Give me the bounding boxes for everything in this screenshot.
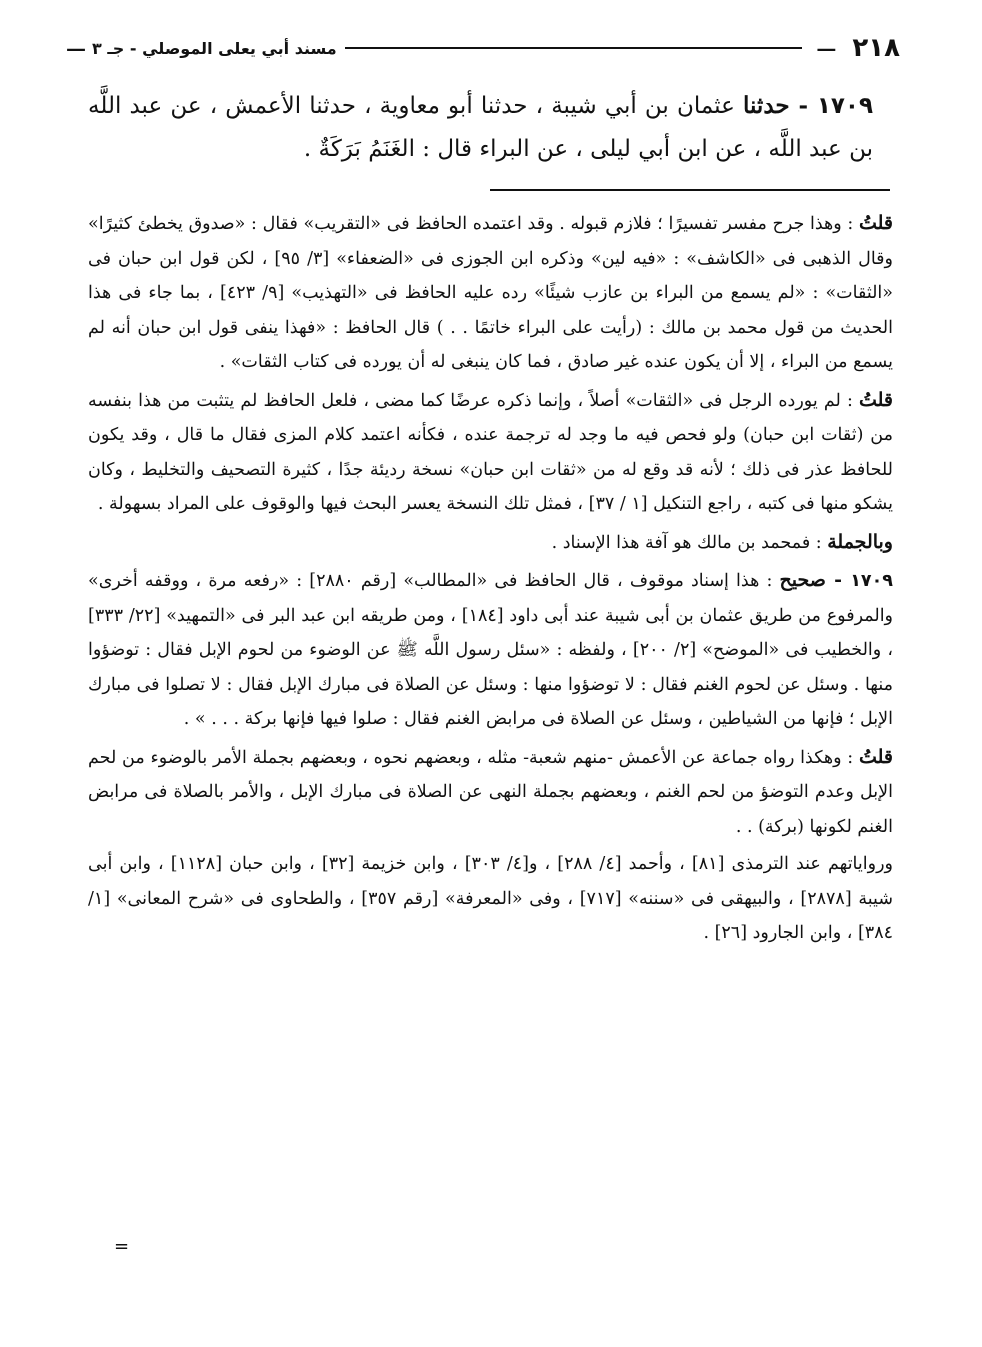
hadith-number: ١٧٠٩ <box>816 93 874 119</box>
header-rule <box>345 47 803 49</box>
footnote-paragraph <box>88 740 893 845</box>
running-title: مسند أبي يعلى الموصلي - جـ ٣ <box>92 38 337 58</box>
footnote-text: : وهذا جرح مفسر تفسيرًا ؛ فلازم قبوله . وقد اعتمده الحافظ فى «التقريب» فقال : «صدوق يخطئ كثيرًا» وقال الذهبى فى «الكاشف» : «فيه لين» وذكره ابن الجوزى فى «الضعفاء» [٣/ ٩٥] ، لكن قول ابن حبان فى «الثقات» : «لم يسمع من البراء بن عازب شيئًا» رده عليه الحافظ فى «التهذيب» [٩/ ٤٢٣] ، بما جاء فى هذا الحديث من قول محمد بن مالك : (رأيت على البراء خاتمًا . . ) قال الحافظ : «فهذا ينفى قول ابن حبان أنه لم يسمع من البراء ، إلا أن يكون عنده غير صادق ، فما كان ينبغى له أن يورده فى كتاب الثقات» . <box>88 214 893 372</box>
footnotes <box>88 206 893 954</box>
continuation-mark: = <box>114 1236 130 1257</box>
footnote-paragraph <box>88 206 893 380</box>
footnote-paragraph <box>88 563 893 737</box>
footnote-lead: قلتُ <box>858 212 893 234</box>
footnote-lead: - صحيح <box>779 569 851 591</box>
footnote-number: ١٧٠٩ <box>850 571 893 591</box>
footnote-paragraph <box>88 847 893 951</box>
hadith-lead: حدثنا <box>742 92 790 119</box>
footnote-lead: وبالجملة <box>827 530 893 553</box>
header-end-dash: — <box>66 36 86 60</box>
page-number: ٢١٨ <box>852 33 900 63</box>
hadith-sep: - <box>789 92 817 119</box>
footnote-text: : هذا إسناد موقوف ، قال الحافظ فى «المطالب» [رقم ٢٨٨٠] : «رفعه مرة ، ووقفه أخرى» والمرفوع من طريق عثمان بن أبى شيبة عند أبى داود [١٨٤] ، ومن طريقه ابن عبد البر فى «التمهيد» [٢٢/ ٣٣٣] ، والخطيب فى «الموضح» [٢/ ٢٠٠] ، ولفظه : «سئل رسول اللَّه ﷺ عن الوضوء من لحوم الإبل فقال : توضؤوا منها . وسئل عن لحوم الغنم فقال : لا توضؤوا منها : وسئل عن الصلاة فى مبارك الإبل فقال : لا تصلوا فى مبارك الإبل ؛ فإنها من الشياطين ، وسئل عن الصلاة فى مرابض الغنم فقال : صلوا فيها فإنها بركة . . . » . <box>88 571 894 729</box>
footnote-text: وروایاتهم عند الترمذى [٨١] ، وأحمد [٤/ ٢٨٨] ، و[٤/ ٣٠٣] ، وابن خزيمة [٣٢] ، وابن حبان [١١٢٨] ، وابن أبى شيبة [٢٨٧٨] ، والبيهقى فى «سننه» [٧١٧] ، وفى «المعرفة» [رقم ٣٥٧] ، والطحاوى فى «شرح المعانى» [١/ ٣٨٤] ، وابن الجارود [٢٦] . <box>88 854 893 943</box>
footnote-lead: قلتُ <box>858 388 893 411</box>
footnote-text: : فمحمد بن مالك هو آفة هذا الإسناد . <box>551 532 828 553</box>
footnote-paragraph <box>88 525 893 561</box>
footnote-text: : لم يورده الرجل فى «الثقات» أصلاً ، وإنما ذكره عرضًا كما مضى ، فلعل الحافظ لم يتثبت من هذا بنفسه من (ثقات ابن حبان) ولو فحص فيه ما وجد له ترجمة عنده ، فكأنه اعتمد كلام المزى فقال ما قال ، وقد يكون للحافظ عذر فى ذلك ؛ لأنه قد وقع له من «ثقات ابن حبان» نسخة رديئة جدًا ، كثيرة التصحيف والتخليط ، وكان يشكو منها فى كتبه ، راجع التنكيل [١ / ٣٧] ، فمثل تلك النسخة يعسر البحث فيها والوقوف على المراد بسهولة . <box>88 390 893 514</box>
hadith-text <box>88 84 873 171</box>
footnote-text: : وهكذا رواه جماعة عن الأعمش -منهم شعبة- مثله ، وبعضهم نحوه ، وبعضهم بجملة الأمر بالوضوء من لحم الإبل وعدم التوضؤ من لحم الغنم ، وبعضهم بجملة النهى عن الصلاة فى مبارك الإبل ، والأمر بالصلاة فى مرابض الغنم لكونها (بركة) . . <box>88 747 893 837</box>
hadith-body: عثمان بن أبي شيبة ، حدثنا أبو معاوية ، حدثنا الأعمش ، عن عبد اللَّه بن عبد اللَّه ، عن ابن أبي ليلى ، عن البراء قال : الغَنَمُ بَرَكَةٌ . <box>88 93 873 162</box>
footnote-separator <box>490 189 890 191</box>
footnote-paragraph <box>88 383 893 522</box>
header-dash: — <box>816 36 837 60</box>
page-header <box>60 30 900 66</box>
footnote-lead: قلتُ <box>858 745 893 768</box>
